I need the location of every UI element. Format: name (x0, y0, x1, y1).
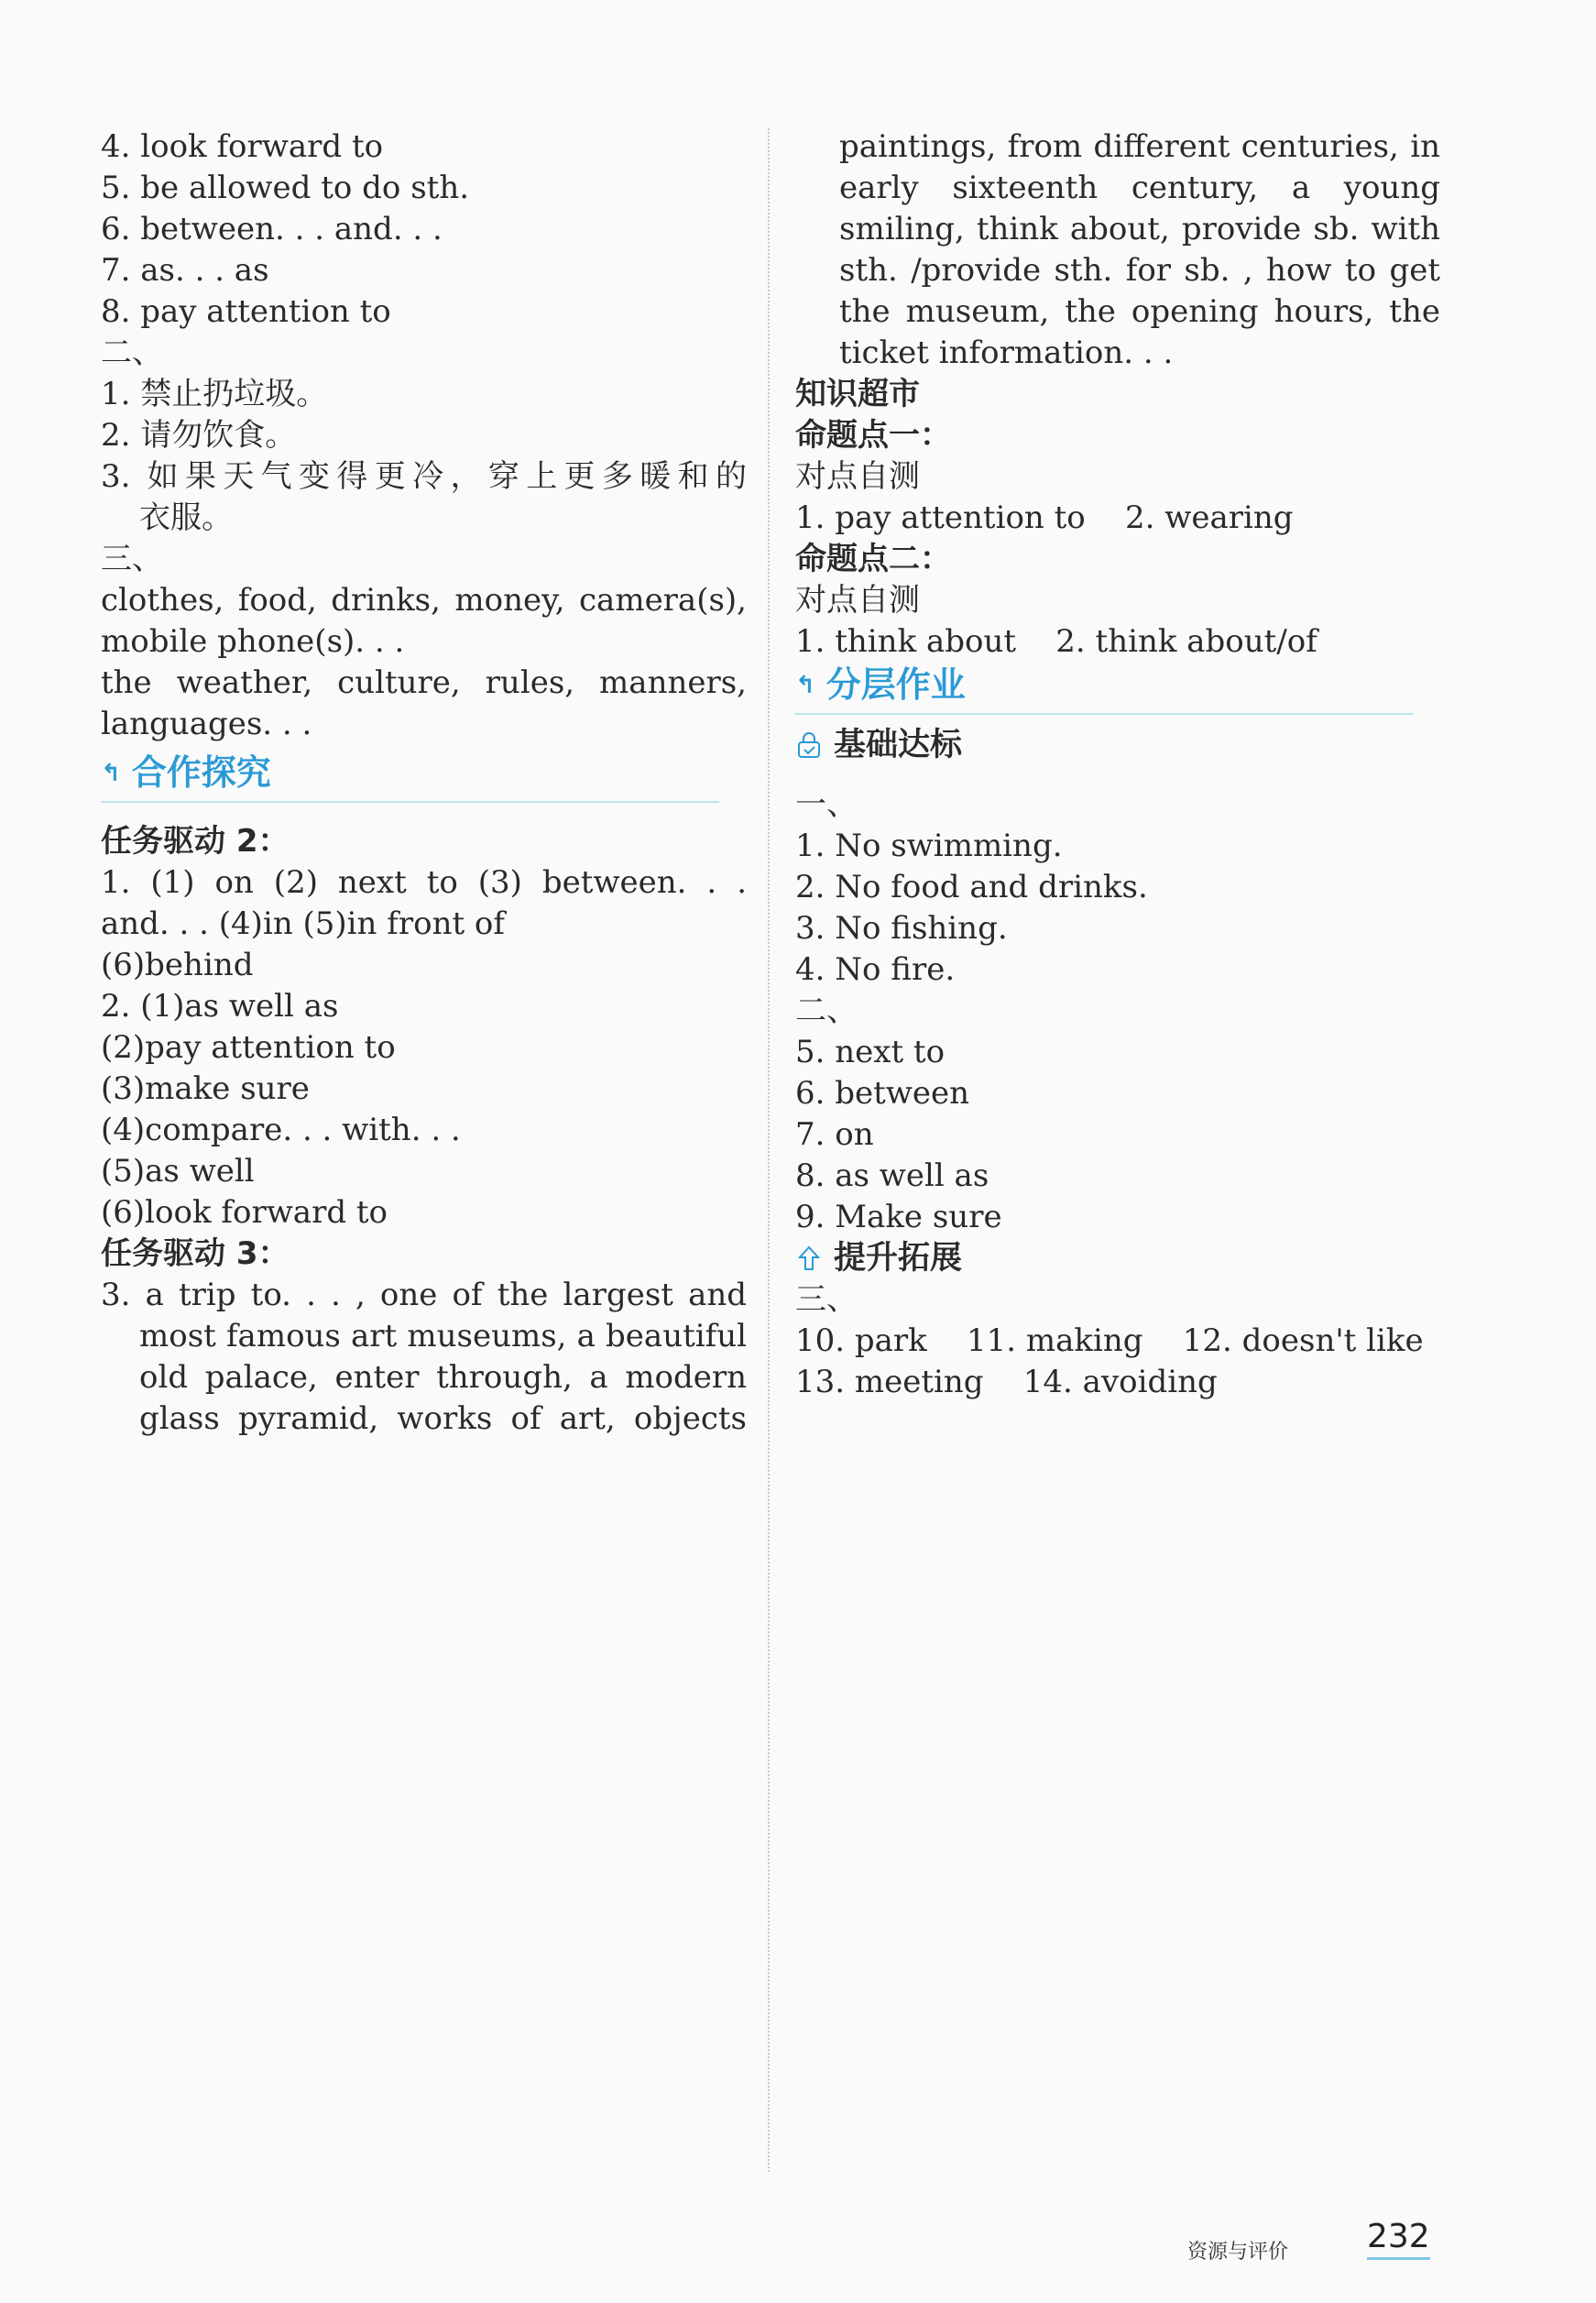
self-test-label: 对点自测 (795, 458, 920, 495)
answer-line: 衣服。 (139, 499, 233, 536)
answer-line: 9. Make sure (795, 1199, 1002, 1235)
answer-line: 5. next to (795, 1034, 946, 1070)
basic-heading: 基础达标 (795, 724, 962, 766)
answer-line: 4. look forward to (101, 128, 384, 165)
part-marker: 三、 (101, 541, 163, 577)
answer-line: 13. meeting 14. avoiding (795, 1364, 1218, 1400)
answer-line: 1. No swimming. (795, 828, 1063, 864)
answer-line: 1. (1) on (2) next to (3) between. . . (101, 864, 747, 901)
answer-line: the weather, culture, rules, manners, (101, 664, 747, 701)
part-marker: 二、 (795, 992, 858, 1029)
answer-line: most famous art museums, a beautiful (139, 1318, 747, 1354)
answer-line: sth. /provide sth. for sb. , how to get (839, 252, 1440, 289)
answer-line: 2. (1)as well as (101, 988, 339, 1025)
answer-line: early sixteenth century, a young (839, 170, 1440, 206)
answer-line: 5. be allowed to do sth. (101, 170, 470, 206)
column-divider (768, 128, 770, 2172)
answer-line: 3. 如果天气变得更冷，穿上更多暖和的 (101, 458, 747, 495)
task-heading: 任务驱动 3： (101, 1235, 290, 1272)
bookmark-arrow-icon: ↰ (101, 760, 121, 787)
up-arrow-icon (795, 1245, 823, 1272)
part-marker: 二、 (101, 334, 163, 371)
answer-line: 10. park 11. making 12. doesn't like (795, 1322, 1424, 1359)
answer-line: (4)compare. . . with. . . (101, 1112, 461, 1148)
knowledge-heading: 知识超市 (795, 376, 920, 412)
answer-line: 3. a trip to. . . , one of the largest and (101, 1277, 747, 1313)
answer-line: (5)as well (101, 1153, 255, 1190)
part-marker: 三、 (795, 1281, 858, 1318)
page-number: 232 (1367, 2218, 1430, 2260)
task-heading: 任务驱动 2： (101, 823, 290, 860)
answer-line: 1. 禁止扔垃圾。 (101, 376, 328, 412)
footer-label: 资源与评价 (1187, 2241, 1289, 2264)
answer-line: (6)behind (101, 947, 254, 983)
answer-line: (3)make sure (101, 1070, 310, 1107)
point-heading: 命题点二： (795, 541, 951, 577)
advanced-heading: 提升拓展 (795, 1237, 962, 1279)
answer-line: 7. as. . . as (101, 252, 269, 289)
answer-line: 1. think about 2. think about/of (795, 623, 1317, 660)
answer-line: clothes, food, drinks, money, camera(s), (101, 582, 747, 619)
answer-line: 7. on (795, 1116, 874, 1153)
answer-line: ticket information. . . (839, 334, 1174, 371)
part-marker: 一、 (795, 786, 858, 823)
answer-line: mobile phone(s). . . (101, 623, 405, 660)
answer-line: 6. between. . . and. . . (101, 211, 443, 247)
self-test-label: 对点自测 (795, 582, 920, 619)
answer-line: 2. No food and drinks. (795, 869, 1148, 905)
answer-line: 6. between (795, 1075, 970, 1112)
answer-line: 1. pay attention to 2. wearing (795, 499, 1294, 536)
answer-line: 8. as well as (795, 1157, 989, 1194)
answer-line: paintings, from different centuries, in (839, 128, 1440, 165)
answer-line: and. . . (4)in (5)in front of (101, 905, 505, 942)
answer-line: languages. . . (101, 706, 312, 742)
point-heading: 命题点一： (795, 417, 951, 454)
answer-line: (6)look forward to (101, 1194, 388, 1231)
answer-line: glass pyramid, works of art, objects (139, 1400, 747, 1437)
answer-line: the museum, the opening hours, the (839, 293, 1440, 330)
bookmark-arrow-icon: ↰ (795, 672, 815, 699)
answer-line: smiling, think about, provide sb. with (839, 211, 1440, 247)
answer-line: 3. No fishing. (795, 910, 1008, 947)
answer-line: 2. 请勿饮食。 (101, 417, 297, 454)
answer-line: (2)pay attention to (101, 1029, 396, 1066)
answer-line: 8. pay attention to (101, 293, 391, 330)
section-title-homework: ↰ 分层作业 (795, 662, 1414, 715)
answer-line: 4. No fire. (795, 951, 956, 988)
lock-check-icon (795, 731, 823, 759)
section-title-cooperative: ↰ 合作探究 (101, 750, 719, 803)
answer-line: old palace, enter through, a modern (139, 1359, 747, 1396)
